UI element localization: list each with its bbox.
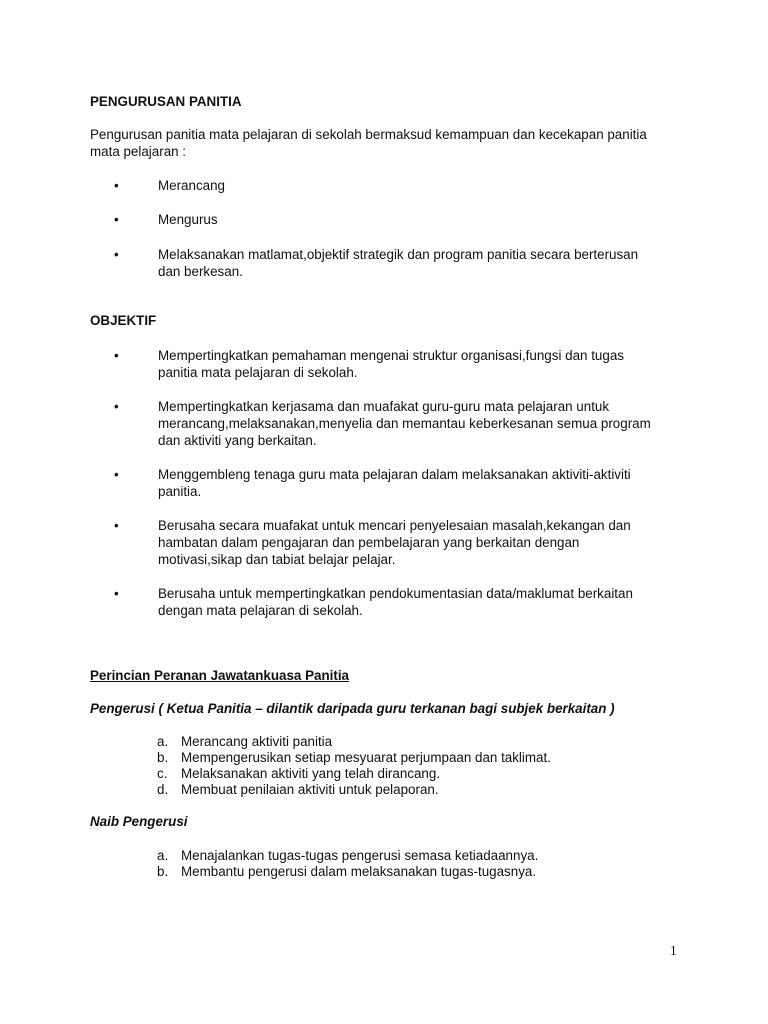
list-item-text: Membantu pengerusi dalam melaksanakan tugas-tugasnya. bbox=[181, 864, 537, 879]
bullet-icon: • bbox=[114, 348, 119, 363]
list-marker: a. bbox=[157, 848, 169, 863]
bullet-icon: • bbox=[114, 247, 119, 262]
intro-paragraph bbox=[90, 126, 680, 160]
list-marker: c. bbox=[157, 766, 168, 781]
bullet-text-line: dan aktiviti yang berkaitan. bbox=[158, 433, 317, 448]
list-marker: a. bbox=[157, 734, 169, 749]
section-heading-perincian: Perincian Peranan Jawatankuasa Panitia bbox=[90, 668, 350, 683]
list-marker: d. bbox=[157, 782, 169, 797]
bullet-text-line: Berusaha untuk mempertingkatkan pendokumentasian data/maklumat berkaitan bbox=[158, 586, 633, 601]
intro-line-2: mata pelajaran : bbox=[90, 144, 187, 159]
bullet-text-line: hambatan dalam pengajaran dan pembelajaran yang berkaitan dengan bbox=[158, 535, 580, 550]
section-heading-objektif: OBJEKTIF bbox=[90, 313, 157, 328]
bullet-icon: • bbox=[114, 212, 119, 227]
bullet-text-line: panitia. bbox=[158, 484, 202, 499]
intro-line-1: Pengurusan panitia mata pelajaran di sekolah bermaksud kemampuan dan kecekapan panitia bbox=[90, 127, 647, 142]
bullet-text-line: Mempertingkatkan kerjasama dan muafakat guru-guru mata pelajaran untuk bbox=[158, 399, 610, 414]
bullet-icon: • bbox=[114, 586, 119, 601]
list-marker: b. bbox=[157, 864, 169, 879]
list-item-text: Menajalankan tugas-tugas pengerusi semasa ketiadaannya. bbox=[181, 848, 539, 863]
page-title: PENGURUSAN PANITIA bbox=[90, 94, 242, 109]
bullet-text-line: Melaksanakan matlamat,objektif strategik dan program panitia secara berterusan bbox=[158, 247, 639, 262]
bullet-text-line: Mempertingkatkan pemahaman mengenai struktur organisasi,fungsi dan tugas bbox=[158, 348, 624, 363]
bullet-text-line: merancang,melaksanakan,menyelia dan memantau keberkesanan semua program bbox=[158, 416, 651, 431]
list-item-text: Melaksanakan aktiviti yang telah dirancang. bbox=[181, 766, 441, 781]
bullet-text-line: dengan mata pelajaran di sekolah. bbox=[158, 603, 363, 618]
bullet-icon: • bbox=[114, 467, 119, 482]
subheading-pengerusi: Pengerusi ( Ketua Panitia – dilantik daripada guru terkanan bagi subjek berkaitan ) bbox=[90, 701, 615, 716]
bullet-text-line: motivasi,sikap dan tabiat belajar pelajar. bbox=[158, 552, 396, 567]
bullet-text-line: Mengurus bbox=[158, 212, 218, 227]
bullet-icon: • bbox=[114, 399, 119, 414]
bullet-text-line: panitia mata pelajaran di sekolah. bbox=[158, 365, 358, 380]
list-item-text: Mempengerusikan setiap mesyuarat perjumpaan dan taklimat. bbox=[181, 750, 551, 765]
page-number: 1 bbox=[670, 943, 677, 958]
bullet-text-line: Berusaha secara muafakat untuk mencari penyelesaian masalah,kekangan dan bbox=[158, 518, 631, 533]
bullet-icon: • bbox=[114, 518, 119, 533]
bullet-text-line: dan berkesan. bbox=[158, 264, 243, 279]
subheading-naib-pengerusi: Naib Pengerusi bbox=[90, 814, 188, 829]
bullet-text-line: Menggembleng tenaga guru mata pelajaran dalam melaksanakan aktiviti-aktiviti bbox=[158, 467, 631, 482]
bullet-text-line: Merancang bbox=[158, 178, 225, 193]
bullet-icon: • bbox=[114, 178, 119, 193]
list-item-text: Merancang aktiviti panitia bbox=[181, 734, 333, 749]
list-marker: b. bbox=[157, 750, 169, 765]
list-item-text: Membuat penilaian aktiviti untuk pelaporan. bbox=[181, 782, 439, 797]
